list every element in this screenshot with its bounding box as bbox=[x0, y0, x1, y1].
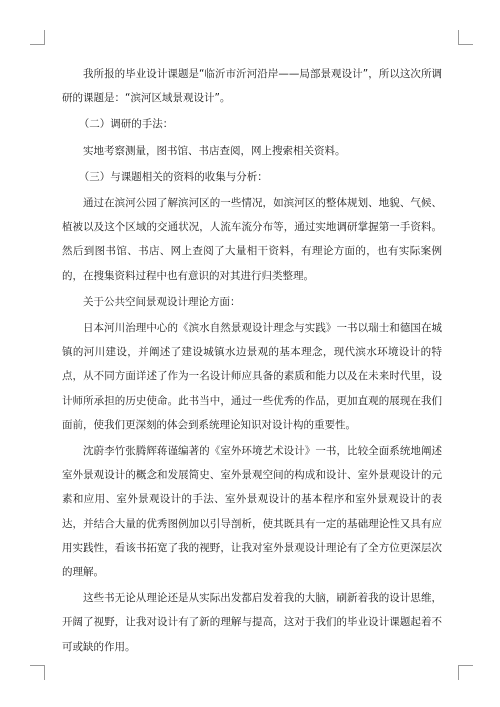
paragraph-conclusion: 这些书无论从理论还是从实际出发都启发着我的大脑，刷新着我的设计思维，开阔了视野，让我对设计有了新的理解与提高，这对于我们的毕业设计课题起着不可或缺的作用。 bbox=[62, 592, 442, 653]
paragraph-book-review-2: 沈蔚李竹张腾辉蒋谨编著的《室外环境艺术设计》一书，比较全面系统地阐述室外景观设计的概念和发展简史、室外景观空间的构成和设计、室外景观设计的元素和应用、室外景观设计的手法、室外景观设计的基本程序和室外景观设计的表达，并结合大量的优秀图例加以引导剖析，使其既具有一定的基础理论性又具有应用实践性，看该书拓宽了我的视野，让我对室外景观设计理论有了全方位更深层次的理解。 bbox=[62, 445, 442, 579]
crop-mark-top-left bbox=[30, 30, 45, 45]
crop-mark-bottom-left bbox=[30, 665, 45, 680]
paragraph-topic: 我所报的毕业设计课题是“临沂市沂河沿岸——局部景观设计”，所以这次所调研的课题是：“滨河区域景观设计”。 bbox=[62, 68, 442, 105]
paragraph-theory-intro: 关于公共空间景观设计理论方面： bbox=[83, 295, 241, 308]
section-heading-methods: （二）调研的手法： bbox=[78, 118, 174, 131]
crop-mark-top-right bbox=[458, 30, 473, 45]
paragraph-field-research: 通过在滨河公园了解滨河区的一些情况，如滨河区的整体规划、地貌、气候、植被以及这个区域的交通状况，人流车流分布等，通过实地调研掌握第一手资料。然后到图书馆、书店、网上查阅了大量相干资料，有理论方面的，也有实际案例的，在搜集资料过程中也有意识的对其进行归类整理。 bbox=[62, 197, 442, 282]
section-heading-materials: （三）与课题相关的资料的收集与分析： bbox=[78, 170, 268, 183]
paragraph-book-review-1: 日本河川治理中心的《滨水自然景观设计理念与实践》一书以瑞士和德国在城镇的河川建设，并阐述了建设城镇水边景观的基本理念，现代滨水环境设计的特点，从不同方面详述了作为一名设计师应具备的素质和能力以及在未来时代里，设计师所承担的历史使命。此书当中，通过一些优秀的作品，更加直观的展现在我们面前，使我们更深刻的体会到系统理论知识对设计构的重要性。 bbox=[62, 322, 442, 431]
document-body bbox=[62, 62, 442, 659]
paragraph-methods: 实地考察测量，图书馆、书店查阅，网上搜索相关资料。 bbox=[83, 144, 346, 157]
crop-mark-bottom-right bbox=[458, 665, 473, 680]
